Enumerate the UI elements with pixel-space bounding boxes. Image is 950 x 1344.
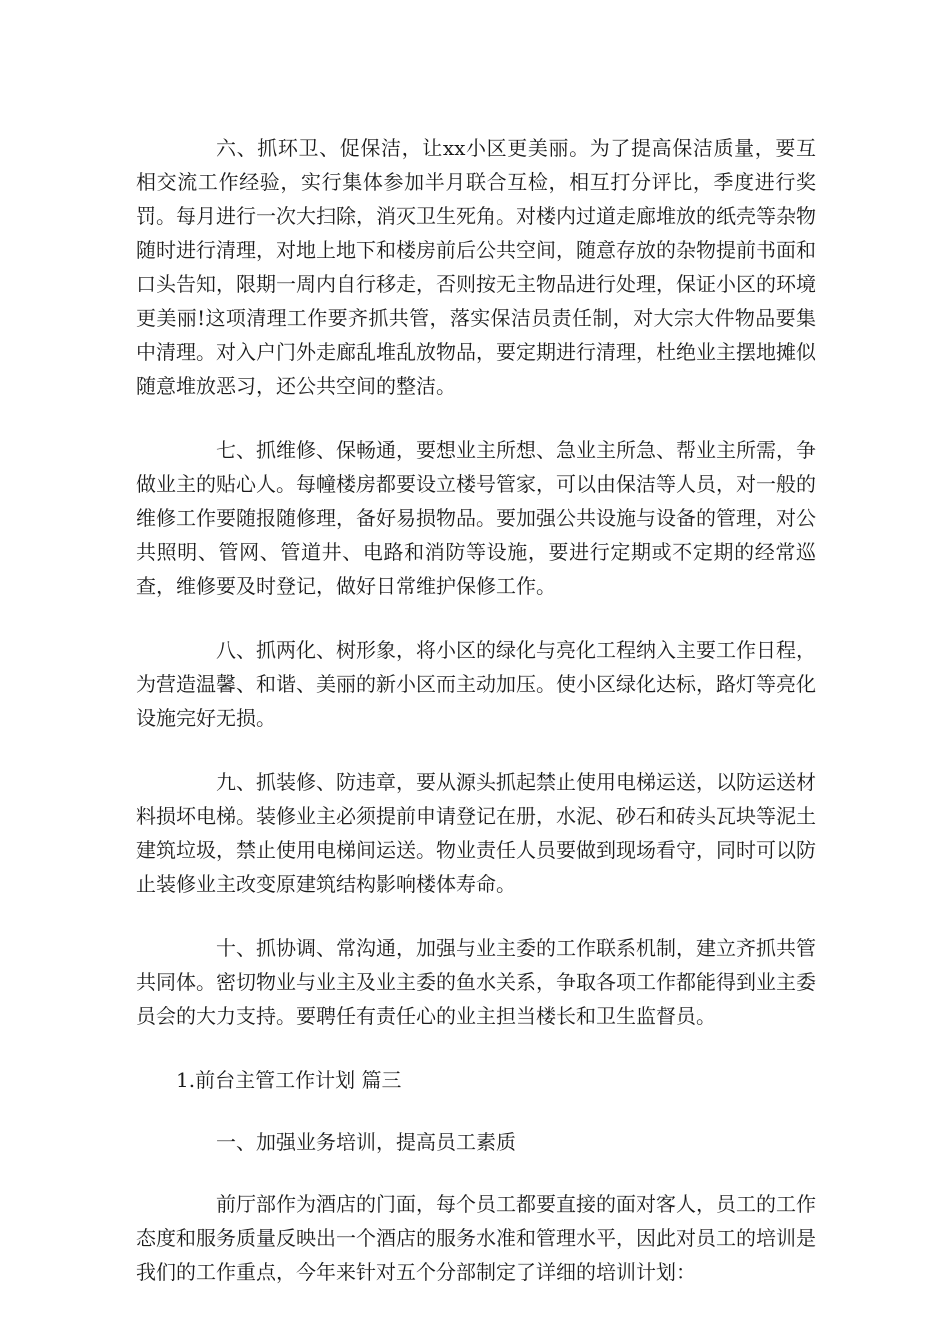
paragraph-six: 六、抓环卫、促保洁，让xx小区更美丽。为了提高保洁质量，要互相交流工作经验，实行集体参加半月联合互检，相互打分评比，季度进行奖罚。每月进行一次大扫除，消灭卫生死角。对楼内过道走廊堆放的纸壳等杂物随时进行清理，对地上地下和楼房前后公共空间，随意存放的杂物提前书面和口头告知，限期一周内自行移走，否则按无主物品进行处理，保证小区的环境更美丽!这项清理工作要齐抓共管，落实保洁员责任制，对大宗大件物品要集中清理。对入户门外走廊乱堆乱放物品，要定期进行清理，杜绝业主摆地摊似随意堆放恶习，还公共空间的整洁。 (136, 136, 816, 398)
paragraph-seven: 七、抓维修、保畅通，要想业主所想、急业主所急、帮业主所需，争做业主的贴心人。每幢楼房都要设立楼号管家，可以由保洁等人员，对一般的维修工作要随报随修理，备好易损物品。要加强公共设施与设备的管理，对公共照明、管网、管道井、电路和消防等设施，要进行定期或不定期的经常巡查，维修要及时登记，做好日常维护保修工作。 (136, 438, 816, 598)
paragraph-nine: 九、抓装修、防违章，要从源头抓起禁止使用电梯运送，以防运送材料损坏电梯。装修业主必须提前申请登记在册，水泥、砂石和砖头瓦块等泥土建筑垃圾，禁止使用电梯间运送。物业责任人员要做到现场看守，同时可以防止装修业主改变原建筑结构影响楼体寿命。 (136, 770, 816, 896)
paragraph-eight: 八、抓两化、树形象，将小区的绿化与亮化工程纳入主要工作日程，为营造温馨、和谐、美丽的新小区而主动加压。使小区绿化达标，路灯等亮化设施完好无损。 (136, 638, 816, 730)
paragraph-front-office: 前厅部作为酒店的门面，每个员工都要直接的面对客人，员工的工作态度和服务质量反映出一个酒店的服务水准和管理水平，因此对员工的培训是我们的工作重点，今年来针对五个分部制定了详细的培训计划： (136, 1192, 816, 1284)
document-body (136, 131, 816, 1319)
sub-heading: 一、加强业务培训，提高员工素质 (216, 1130, 516, 1154)
paragraph-ten: 十、抓协调、常沟通，加强与业主委的工作联系机制，建立齐抓共管共同体。密切物业与业主及业主委的鱼水关系，争取各项工作都能得到业主委员会的大力支持。要聘任有责任心的业主担当楼长和卫生监督员。 (136, 936, 816, 1028)
section-heading: 1.前台主管工作计划 篇三 (176, 1068, 402, 1092)
